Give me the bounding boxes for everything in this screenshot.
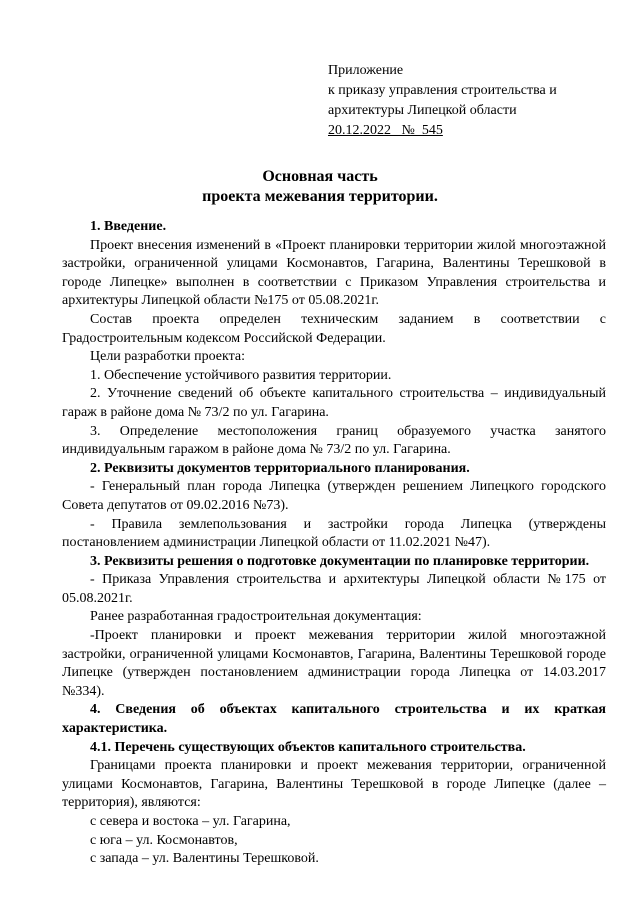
paragraph-goals-intro: Цели разработки проекта: (90, 349, 245, 365)
goal-item-1: 1. Обеспечение устойчивого развития территории. (90, 367, 392, 383)
boundary-south: с юга – ул. Космонавтов, (90, 832, 238, 848)
paragraph-previous-project: -Проект планировки и проект межевания территории жилой многоэтажной застройки, ограниченной улицами Космонавтов, Гагарина, Валентины Терешковой городе Липецке (утвержден постановлением администрации города Липецка от 14.03.2017 №334). (62, 628, 606, 699)
boundary-north-east: с севера и востока – ул. Гагарина, (90, 814, 291, 829)
heading-decision-details: 3. Реквизиты решения о подготовке документации по планировке территории. (90, 553, 590, 569)
appendix-date-number: 20.12.2022 № 545 (328, 123, 443, 138)
paragraph-order-reference: - Приказа Управления строительства и архитектуры Липецкой области №175 от 05.08.2021г. (62, 572, 606, 606)
document-body (62, 218, 606, 869)
heading-introduction: 1. Введение. (90, 219, 167, 234)
goal-item-3: 3. Определение местоположения границ образуемого участка занятого индивидуальным гаражом в районе дома № 73/2 по ул. Гагарина. (62, 423, 606, 458)
appendix-authority-line: архитектуры Липецкой области (328, 103, 517, 118)
paragraph-land-use-rules: - Правила землепользования и застройки города Липецка (утверждены постановлением администрации Липецкой области от 11.02.2021 №47). (62, 516, 606, 551)
heading-existing-objects-list: 4.1. Перечень существующих объектов капитального строительства. (90, 739, 526, 755)
boundary-west: с запада – ул. Валентины Терешковой. (90, 851, 319, 867)
document-title (0, 167, 640, 207)
paragraph-previous-docs-intro: Ранее разработанная градостроительная документация: (90, 609, 422, 625)
heading-planning-documents: 2. Реквизиты документов территориального планирования. (90, 460, 470, 476)
title-line-1: Основная часть (262, 168, 378, 185)
goal-item-2: 2. Уточнение сведений об объекте капитального строительства – индивидуальный гараж в районе дома № 73/2 по ул. Гагарина. (62, 386, 606, 420)
appendix-block (328, 61, 557, 141)
appendix-order-line: к приказу управления строительства и (328, 83, 557, 98)
appendix-label: Приложение (328, 63, 404, 78)
paragraph-project-composition: Состав проекта определен техническим заданием в соответствии с Градостроительным кодексом Российской Федерации. (62, 311, 606, 346)
paragraph-territory-boundaries: Границами проекта планировки и проект межевания территории, ограниченной улицами Космонавтов, Гагарина, Валентины Терешковой в городе Липецке (далее – территория), являются: (62, 758, 606, 811)
title-line-2: проекта межевания территории. (202, 188, 438, 205)
paragraph-project-basis: Проект внесения изменений в «Проект планировки территории жилой многоэтажной застройки, ограниченной улицами Космонавтов, Гагарина, Валентины Терешковой в городе Липецке» выполнен в соответствии с Приказом Управления строительства и архитектуры Липецкой области №175 от 05.08.2021г. (62, 237, 606, 309)
heading-construction-objects: 4. Сведения об объектах капитального строительства и их краткая характеристика. (62, 702, 606, 737)
paragraph-general-plan: - Генеральный план города Липецка (утвержден решением Липецкого городского Совета депутатов от 09.02.2016 №73). (62, 479, 606, 513)
